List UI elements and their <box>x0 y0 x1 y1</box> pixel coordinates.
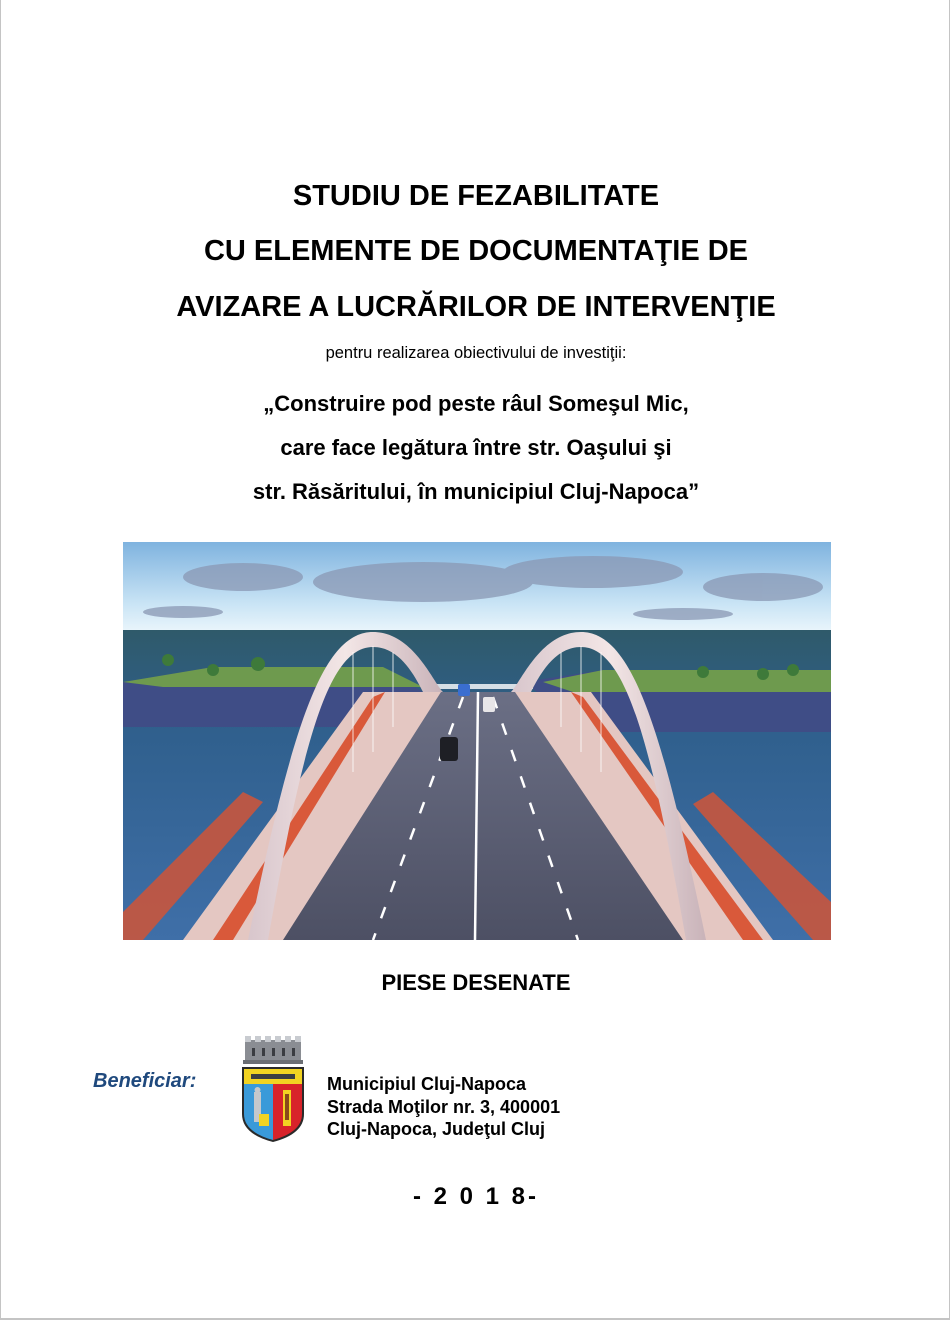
cluj-napoca-coat-of-arms-icon <box>239 1034 307 1144</box>
beneficiary-street: Strada Moţilor nr. 3, 400001 <box>327 1096 561 1117</box>
document-title-line-1: STUDIU DE FEZABILITATE <box>292 180 660 212</box>
project-name-line-3: str. Răsăritului, în municipiul Cluj-Napoca” <box>252 479 700 504</box>
document-subtitle: pentru realizarea obiectivului de investiţii: <box>325 344 627 362</box>
beneficiary-label: Beneficiar: <box>93 1070 197 1092</box>
beneficiary-address <box>327 1073 560 1141</box>
document-title-line-2: CU ELEMENTE DE DOCUMENTAŢIE DE <box>203 235 749 267</box>
project-name-line-1: „Construire pod peste râul Someşul Mic, <box>263 391 689 416</box>
document-title-line-3: AVIZARE A LUCRĂRILOR DE INTERVENŢIE <box>176 291 776 323</box>
bridge-rendering-image <box>123 542 831 940</box>
section-title: PIESE DESENATE <box>381 970 571 995</box>
project-name-line-2: care face legătura între str. Oaşului şi <box>280 435 672 460</box>
beneficiary-city: Cluj-Napoca, Judeţul Cluj <box>327 1119 546 1139</box>
document-year: - 2 0 1 8- <box>412 1183 540 1210</box>
beneficiary-name: Municipiul Cluj-Napoca <box>327 1074 527 1094</box>
